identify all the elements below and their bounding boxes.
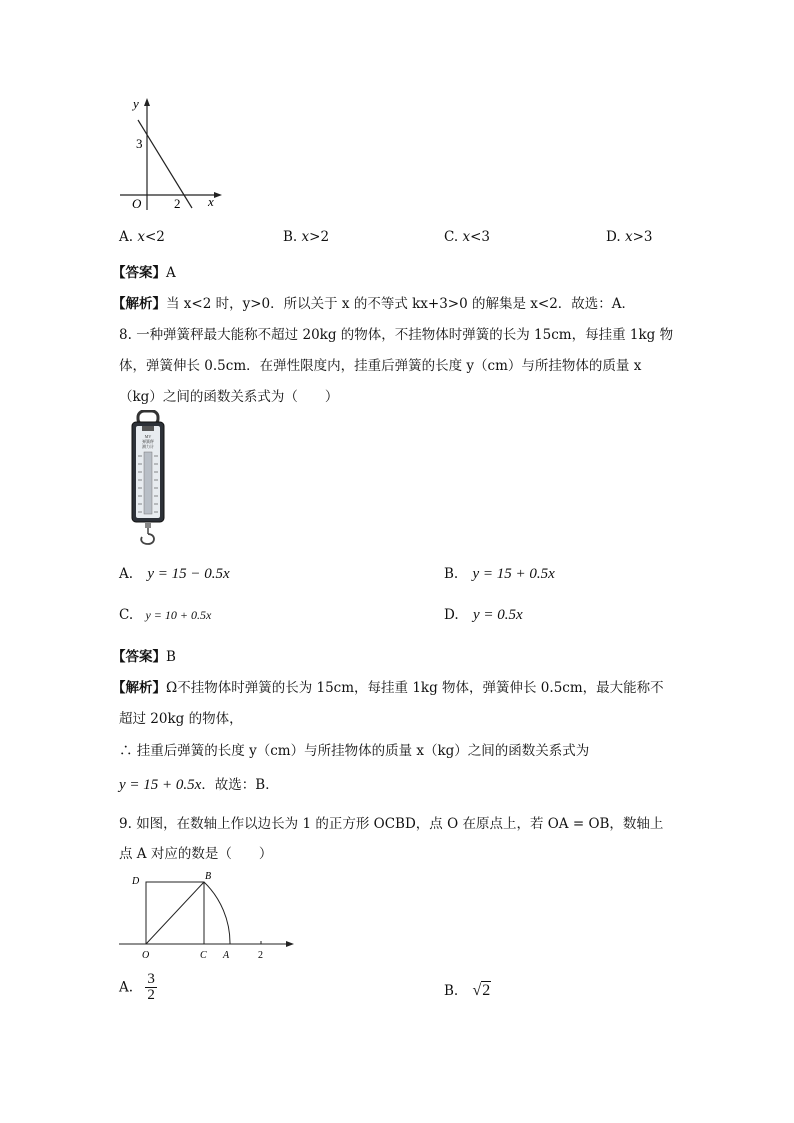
diagonal-ob — [146, 882, 204, 944]
q8-analysis-line-1: 【解析】Ω不挂物体时弹簧的长为 15cm，每挂重 1kg 物体，弹簧伸长 0.5cm，最大能称不 — [112, 680, 664, 696]
q9-option-a[interactable]: A. $\frac{3}{2}$ — [119, 971, 155, 1003]
q8-option-d[interactable]: D. y = 0.5x — [444, 607, 523, 623]
q7-answer: 【答案】A — [112, 265, 176, 281]
q8-stem-line-3: （kg）之间的函数关系式为（ ） — [119, 389, 339, 405]
label-d: D — [132, 876, 140, 887]
q8-analysis-line-2: 超过 20kg 的物体， — [119, 711, 243, 727]
number-line-square-diagram — [115, 868, 300, 963]
q8-stem-line-1: 8. 一种弹簧秤最大能称不超过 20kg 的物体，不挂物体时弹簧的长为 15cm，每挂重 1kg 物 — [119, 327, 674, 343]
scale-top-text: MV — [144, 434, 152, 439]
fraction-three-halves: $\frac{3}{2}$ — [147, 971, 155, 1003]
label-b: B — [205, 871, 212, 882]
q8-analysis-line-4: y = 15 + 0.5x．故选：B． — [119, 777, 279, 793]
q8-stem-line-2: 体，弹簧伸长 0.5cm．在弹性限度内，挂重后弹簧的长度 y（cm）与所挂物体的质量 x — [119, 358, 642, 374]
y-axis-label: y — [133, 96, 139, 111]
arc-b-to-a — [204, 882, 230, 944]
q9-stem-line-2: 点 A 对应的数是（ ） — [119, 846, 273, 862]
label-o: O — [142, 950, 150, 961]
q7-option-a[interactable]: A. x<2 — [119, 229, 165, 245]
number-line-arrow — [286, 941, 294, 947]
q7-option-c[interactable]: C. x<3 — [444, 229, 490, 245]
q7-option-b[interactable]: B. x>2 — [283, 229, 330, 245]
q8-option-c[interactable]: C. y = 10 + 0.5x — [119, 607, 212, 623]
q9-option-b[interactable]: B. √2 — [444, 982, 491, 999]
x-axis-arrow — [214, 192, 222, 198]
linear-function-graph — [110, 92, 240, 222]
y-intercept-label: 3 — [136, 136, 143, 151]
y-axis-arrow — [144, 98, 150, 106]
scale-label-1: 弹簧秤 — [142, 439, 154, 444]
origin-label: O — [132, 196, 142, 211]
scale-label-2: 测力计 — [142, 444, 154, 449]
x-intercept-label: 2 — [174, 196, 181, 211]
label-tick-2: 2 — [258, 950, 263, 961]
q8-option-b[interactable]: B. y = 15 + 0.5x — [444, 566, 555, 582]
q7-analysis: 【解析】当 x<2 时，y>0．所以关于 x 的不等式 kx+3>0 的解集是 x<2．故选：A． — [112, 296, 636, 312]
x-axis-label: x — [208, 194, 214, 209]
label-c: C — [200, 950, 207, 961]
sqrt-two: √2 — [472, 982, 491, 999]
q8-option-a[interactable]: A. y = 15 − 0.5x — [119, 566, 230, 582]
label-a: A — [223, 950, 230, 961]
q8-answer: 【答案】B — [112, 649, 176, 665]
q8-analysis-line-3: ∴ 挂重后弹簧的长度 y（cm）与所挂物体的质量 x（kg）之间的函数关系式为 — [119, 743, 590, 759]
q9-stem-line-1: 9. 如图，在数轴上作以边长为 1 的正方形 OCBD，点 O 在原点上，若 OA = OB，数轴上 — [119, 816, 664, 832]
spring-scale-image — [128, 410, 168, 550]
q7-option-d[interactable]: D. x>3 — [606, 229, 653, 245]
